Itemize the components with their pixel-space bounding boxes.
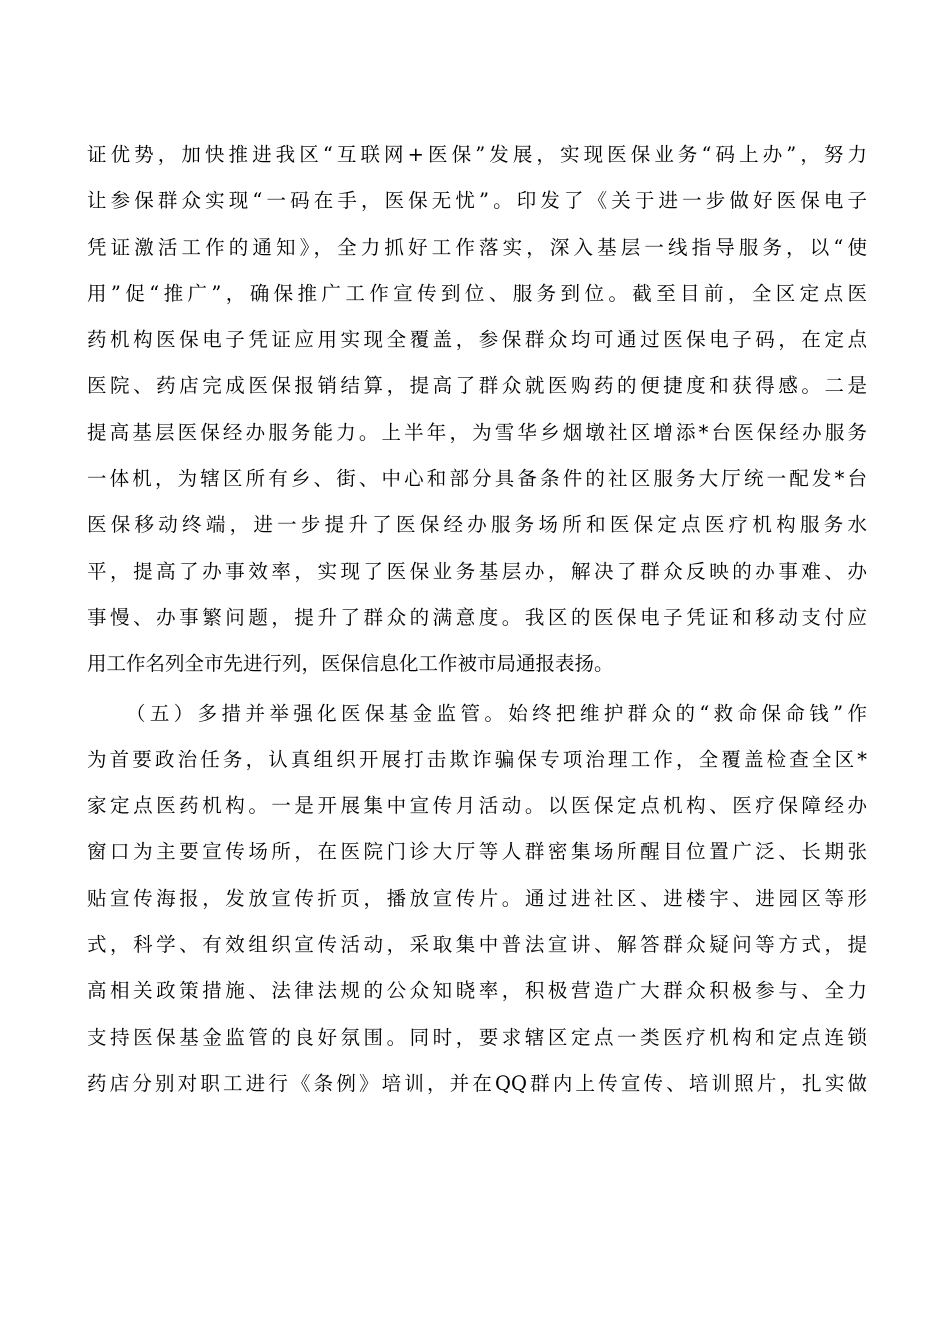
text-line: 让参保群众实现“一码在手，医保无忧”。印发了《关于进一步做好医保电子 (87, 189, 867, 213)
text-line: 凭证激活工作的通知》，全力抓好工作落实，深入基层一线指导服务，以“使 (87, 235, 867, 259)
text-line: 一体机，为辖区所有乡、街、中心和部分具备条件的社区服务大厅统一配发*台 (87, 467, 867, 491)
text-line: 医院、药店完成医保报销结算，提高了群众就医购药的便捷度和获得感。二是 (87, 374, 867, 398)
body-text (87, 132, 867, 1107)
text-line: 家定点医药机构。一是开展集中宣传月活动。以医保定点机构、医疗保障经办 (87, 794, 867, 818)
text-line: 证优势，加快推进我区“互联网+医保”发展，实现医保业务“码上办”，努力 (87, 143, 867, 166)
text-line: 药机构医保电子凭证应用实现全覆盖，参保群众均可通过医保电子码，在定点 (87, 328, 867, 352)
text-line: 药店分别对职工进行《条例》培训，并在QQ群内上传宣传、培训照片，扎实做 (87, 1071, 867, 1095)
text-line: 事慢、办事繁问题，提升了群众的满意度。我区的医保电子凭证和移动支付应 (87, 605, 867, 629)
text-line: 式，科学、有效组织宣传活动，采取集中普法宣讲、解答群众疑问等方式，提 (87, 933, 867, 957)
text-line: 医保移动终端，进一步提升了医保经办服务场所和医保定点医疗机构服务水 (87, 513, 867, 537)
text-line: 用”促“推广”，确保推广工作宣传到位、服务到位。截至目前，全区定点医 (87, 281, 867, 305)
paragraph-1 (87, 132, 867, 688)
text-line: 提高基层医保经办服务能力。上半年，为雪华乡烟墩社区增添*台医保经办服务 (87, 420, 867, 444)
text-line: （五）多措并举强化医保基金监管。始终把维护群众的“救命保命钱”作 (126, 701, 867, 725)
paragraph-2 (87, 691, 867, 1108)
text-line: 窗口为主要宣传场所，在医院门诊大厅等人群密集场所醒目位置广泛、长期张 (87, 840, 867, 864)
text-line: 高相关政策措施、法律法规的公众知晓率，积极营造广大群众积极参与、全力 (87, 979, 867, 1003)
text-line: 支持医保基金监管的良好氛围。同时，要求辖区定点一类医疗机构和定点连锁 (87, 1025, 867, 1049)
text-line: 平，提高了办事效率，实现了医保业务基层办，解决了群众反映的办事难、办 (87, 559, 867, 583)
text-line: 贴宣传海报，发放宣传折页，播放宣传片。通过进社区、进楼宇、进园区等形 (87, 886, 867, 910)
text-line: 为首要政治任务，认真组织开展打击欺诈骗保专项治理工作，全覆盖检查全区* (87, 747, 867, 771)
text-line: 用工作名列全市先进行列，医保信息化工作被市局通报表扬。 (87, 652, 614, 676)
